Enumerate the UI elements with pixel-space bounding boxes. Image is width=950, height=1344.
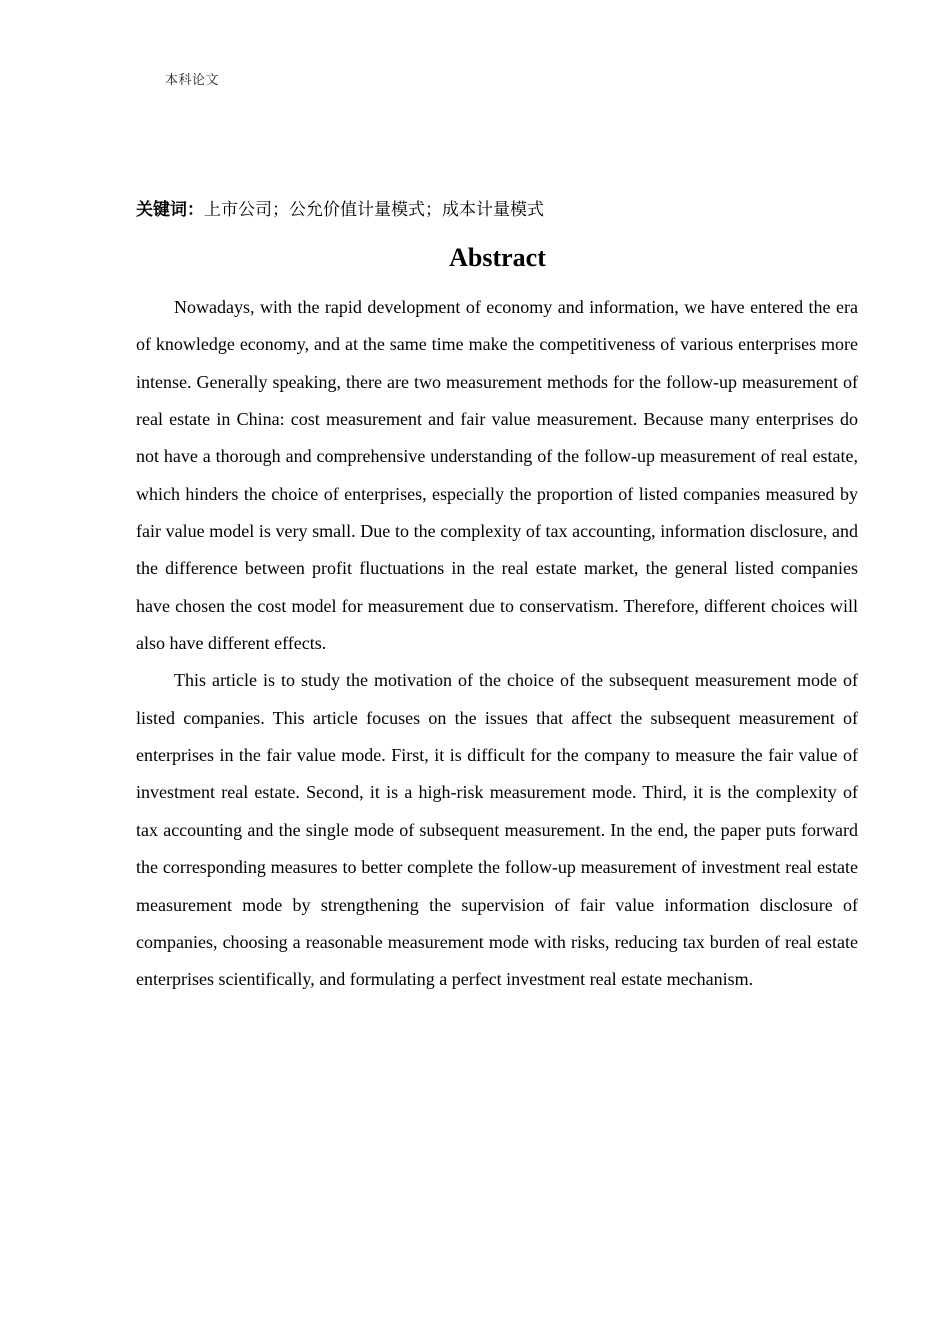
keywords-label: 关键词： (136, 200, 204, 220)
abstract-title: Abstract (449, 243, 546, 272)
keywords-line (136, 198, 544, 222)
abstract-body (136, 289, 858, 999)
page-header-label: 本科论文 (165, 73, 220, 88)
abstract-paragraph: This article is to study the motivation of the choice of the subsequent measurement mode of listed companies. This article focuses on the issues that affect the subsequent measurement of enterprises in the fair value mode. First, it is difficult for the company to measure the fair value of investment real estate. Second, it is a high-risk measurement mode. Third, it is the complexity of tax accounting and the single mode of subsequent measurement. In the end, the paper puts forward the corresponding measures to better complete the follow-up measurement of investment real estate measurement mode by strengthening the supervision of fair value information disclosure of companies, choosing a reasonable measurement mode with risks, reducing tax burden of real estate enterprises scientifically, and formulating a perfect investment real estate mechanism. (136, 670, 858, 990)
abstract-paragraph: Nowadays, with the rapid development of economy and information, we have entered the era of knowledge economy, and at the same time make the competitiveness of various enterprises more intense. Generally speaking, there are two measurement methods for the follow-up measurement of real estate in China: cost measurement and fair value measurement. Because many enterprises do not have a thorough and comprehensive understanding of the follow-up measurement of real estate, which hinders the choice of enterprises, especially the proportion of listed companies measured by fair value model is very small. Due to the complexity of tax accounting, information disclosure, and the difference between profit fluctuations in the real estate market, the general listed companies have chosen the cost model for measurement due to conservatism. Therefore, different choices will also have different effects. (136, 297, 858, 654)
keywords-terms: 上市公司；公允价值计量模式；成本计量模式 (204, 200, 544, 220)
